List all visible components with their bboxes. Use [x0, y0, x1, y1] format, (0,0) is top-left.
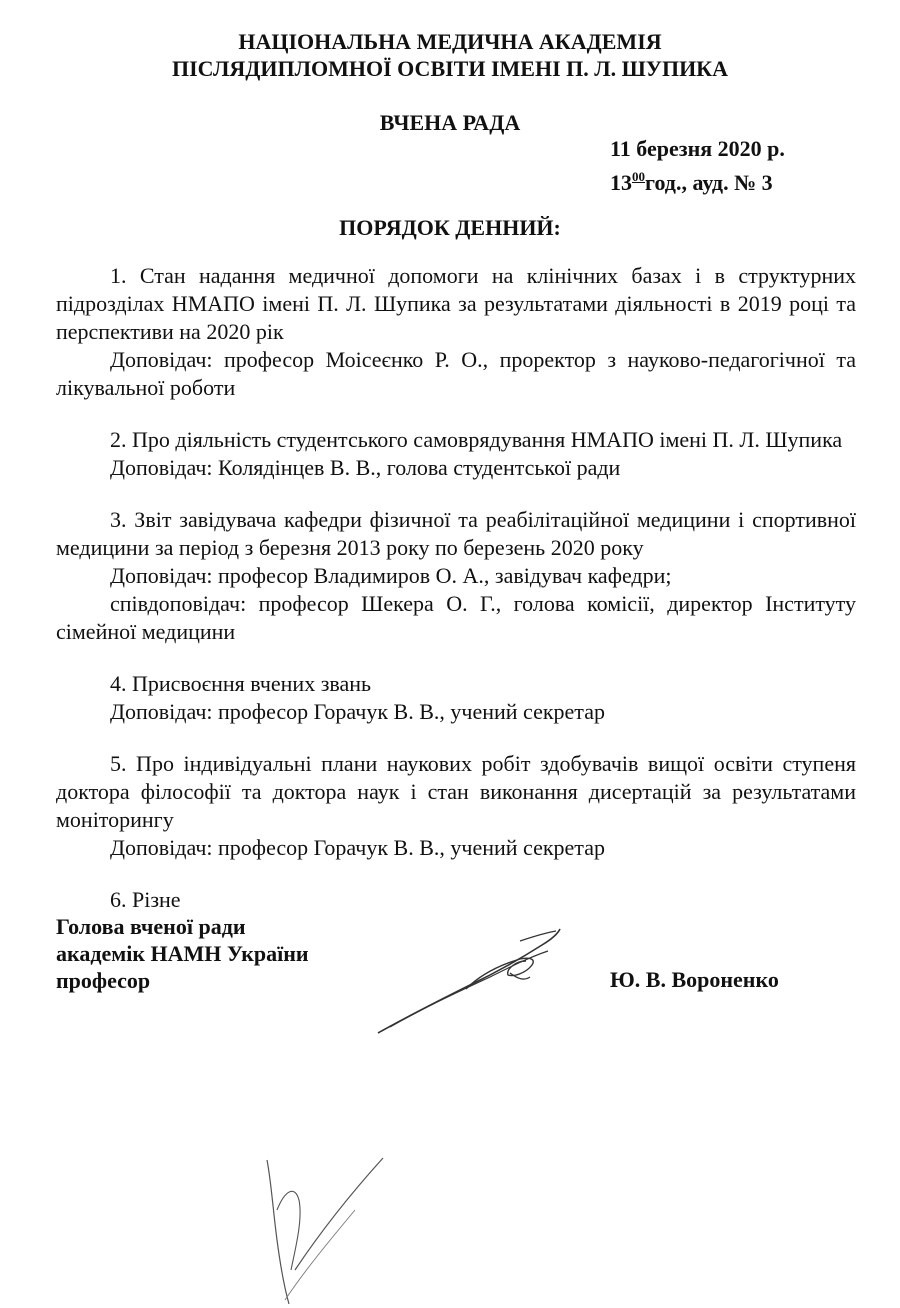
handwritten-signature: [370, 915, 580, 1045]
institution-name-line2: ПІСЛЯДИПЛОМНОЇ ОСВІТИ ІМЕНІ П. Л. ШУПИКА: [171, 56, 729, 81]
agenda-item-text: 3. Звіт завідувача кафедри фізичної та реабілітаційної медицини і спортивної медицини за період з березня 2013 року по березень 2020 року: [56, 507, 856, 560]
agenda-item-3: [56, 506, 856, 646]
agenda-item-6: [56, 886, 856, 914]
meeting-time-hour: 13: [610, 170, 632, 195]
agenda-item-text: 2. Про діяльність студентського самоврядування НМАПО імені П. Л. Шупика: [110, 427, 843, 452]
signer-position-line2: академік НАМН України: [56, 941, 309, 966]
agenda-item-co-speaker: співдоповідач: професор Шекера О. Г., голова комісії, директор Інституту сімейної медицини: [56, 591, 856, 644]
agenda-item-1: [56, 262, 856, 402]
agenda-item-4: [56, 670, 856, 726]
agenda-item-speaker: Доповідач: професор Моісеєнко Р. О., проректор з науково-педагогічної та лікувальної роботи: [56, 347, 856, 400]
agenda-item-5: [56, 750, 856, 862]
agenda-item-text: 5. Про індивідуальні плани наукових робіт здобувачів вищої освіти ступеня доктора філософії та доктора наук і стан виконання дисертацій за результатами моніторингу: [56, 751, 856, 832]
signature-block: [56, 913, 309, 994]
signer-position-line3: професор: [56, 968, 151, 993]
agenda-list: [56, 262, 856, 938]
agenda-item-speaker: Доповідач: Колядінцев В. В., голова студентської ради: [110, 455, 621, 480]
meeting-time-room: год., ауд. № 3: [645, 170, 773, 195]
meeting-time: [610, 163, 785, 197]
council-title: ВЧЕНА РАДА: [379, 110, 521, 135]
signer-position-line1: Голова вченої ради: [56, 914, 246, 939]
institution-name-line1: НАЦІОНАЛЬНА МЕДИЧНА АКАДЕМІЯ: [238, 29, 662, 54]
agenda-item-2: [56, 426, 856, 482]
signer-name: Ю. В. Вороненко: [610, 967, 779, 992]
agenda-item-speaker: Доповідач: професор Горачук В. В., учений секретар: [110, 699, 605, 724]
meeting-date-block: [610, 135, 785, 197]
meeting-date: 11 березня 2020 р.: [610, 136, 785, 161]
agenda-item-speaker: Доповідач: професор Горачук В. В., учений секретар: [110, 835, 605, 860]
agenda-item-speaker: Доповідач: професор Владимиров О. А., завідувач кафедри;: [110, 563, 672, 588]
agenda-item-text: 6. Різне: [110, 887, 181, 912]
meeting-time-minutes: 00: [632, 169, 645, 184]
handwritten-mark: [255, 1150, 395, 1308]
agenda-item-text: 1. Стан надання медичної допомоги на клінічних базах і в структурних підрозділах НМАПО імені П. Л. Шупика за результатами діяльності в 2019 році та перспективи на 2020 рік: [56, 263, 856, 344]
agenda-item-text: 4. Присвоєння вчених звань: [110, 671, 372, 696]
agenda-title: ПОРЯДОК ДЕННИЙ:: [339, 215, 561, 240]
